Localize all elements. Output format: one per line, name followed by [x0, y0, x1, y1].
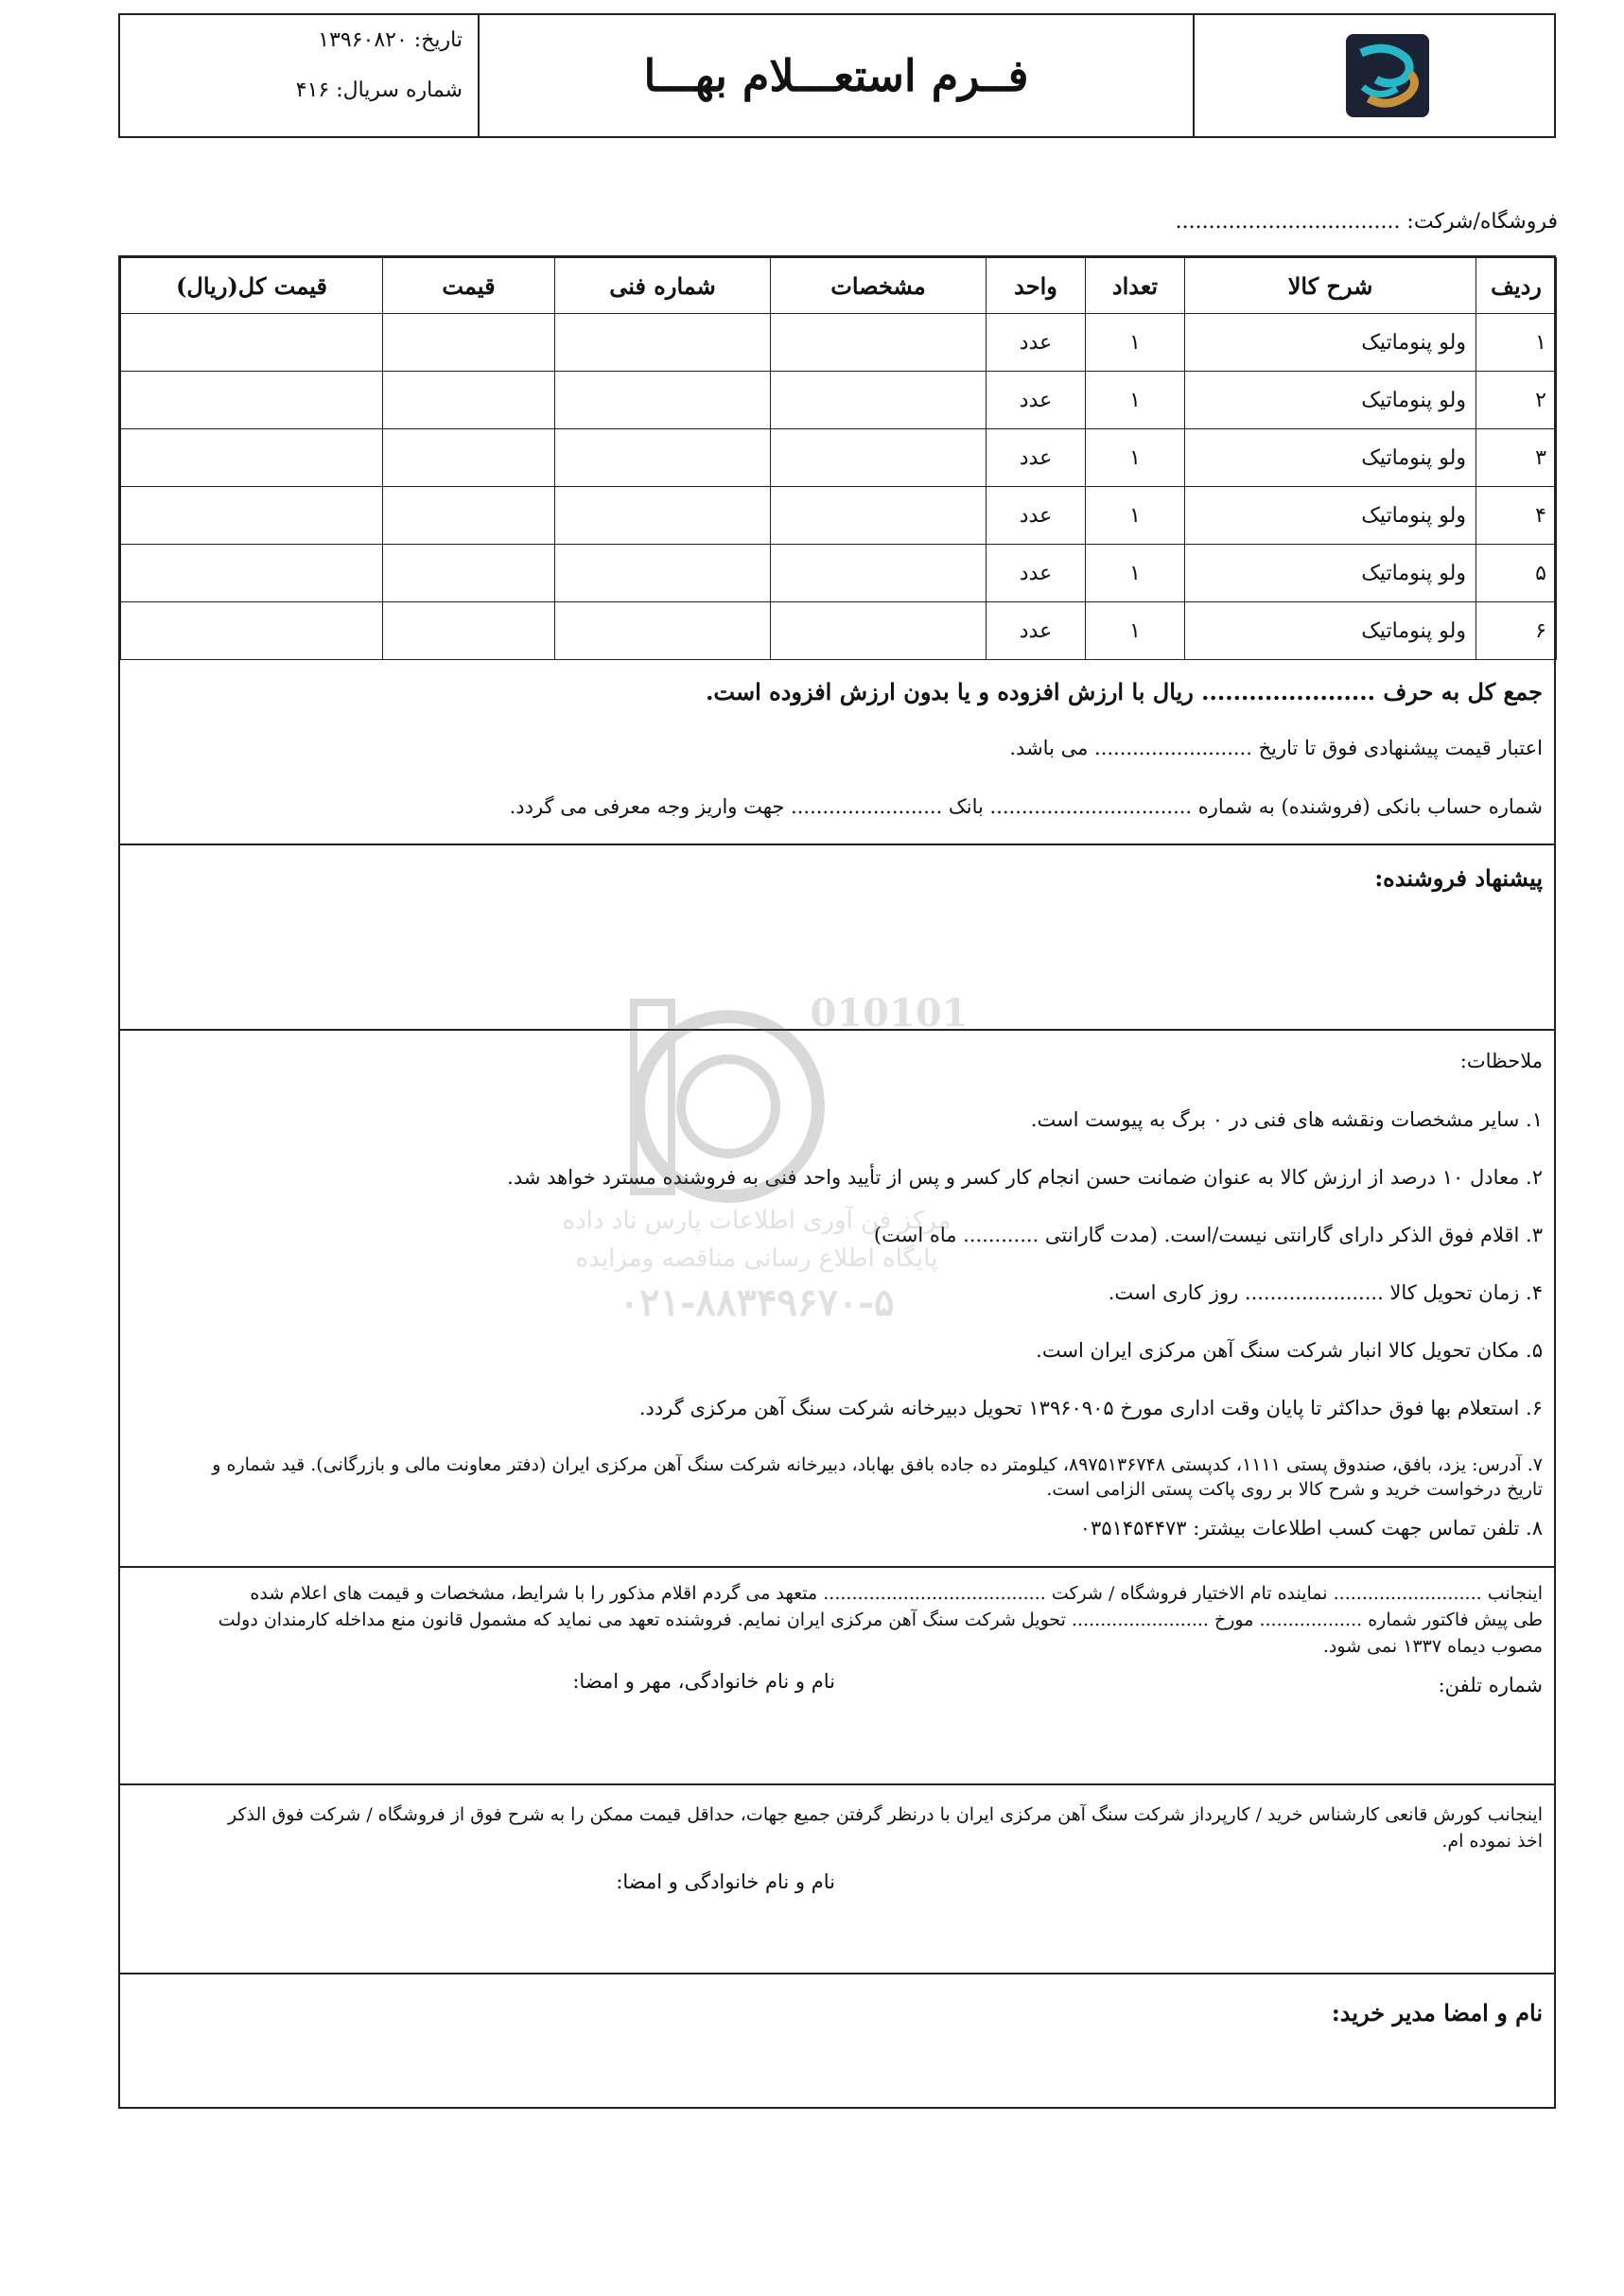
date-label: تاریخ: ۱۳۹۶۰۸۲۰ [318, 28, 463, 52]
table-row [121, 487, 1557, 545]
declaration-line: اینجانب .......................... نماینده تام الاختیار فروشگاه / شرکت ....................................... متعهد می گردم اقلام مذکور را با شرایط، مشخصات و قیمت های اعلام شده [250, 1583, 1543, 1604]
col-header-specs: مشخصات [771, 258, 987, 314]
seller-offer-section [120, 844, 1554, 1029]
row-price-cell [383, 602, 555, 660]
form-title: فــرم استعـــلام بهـــا [480, 15, 1195, 136]
header-meta [120, 15, 480, 136]
manager-section [120, 1973, 1554, 2107]
row-quantity: ۱ [1086, 487, 1185, 545]
row-price-cell [383, 487, 555, 545]
row-number: ۲ [1476, 372, 1557, 429]
watermark-digits: 010101 [810, 991, 969, 1035]
col-header-unit: واحد [987, 258, 1086, 314]
row-unit: عدد [987, 429, 1086, 487]
row-number: ۱ [1476, 314, 1557, 372]
row-specs-cell [771, 372, 987, 429]
table-row [121, 545, 1557, 602]
row-specs-cell [771, 487, 987, 545]
watermark-line: پایگاه اطلاع رسانی مناقصه ومزایده [575, 1244, 938, 1273]
row-unit: عدد [987, 545, 1086, 602]
col-header-total-price: قیمت کل(ریال) [121, 258, 383, 314]
form-header [118, 13, 1556, 138]
totals-section [120, 659, 1554, 844]
row-number: ۵ [1476, 545, 1557, 602]
note-item: ۴. زمان تحویل کالا ...................... روز کاری است. [1108, 1281, 1543, 1304]
row-total-cell [121, 487, 383, 545]
row-price-cell [383, 372, 555, 429]
row-specs-cell [771, 429, 987, 487]
row-number: ۶ [1476, 602, 1557, 660]
expert-line: اینجانب کورش قانعی کارشناس خرید / کارپرداز شرکت سنگ آهن مرکزی ایران با درنظر گرفتن جمیع جهات، حداقل قیمت ممکن را به شرح فوق از فروشگاه / شرکت فوق الذکر [227, 1804, 1543, 1825]
row-specs-cell [771, 602, 987, 660]
note-item: ۳. اقلام فوق الذکر دارای گارانتی نیست/است. (مدت گارانتی ............ ماه است) [873, 1224, 1543, 1246]
note-item: ۸. تلفن تماس جهت کسب اطلاعات بیشتر: ۰۳۵۱۴۵۴۴۷۳ [1079, 1517, 1543, 1539]
seller-declaration-section [120, 1566, 1554, 1783]
declaration-line: طی پیش فاکتور شماره .................. مورخ ........................ تحویل شرکت سنگ آهن مرکزی ایران نمایم. فروشنده تعهد می نماید که مشمول قانون منع مداخله کارمندان دولت [218, 1609, 1543, 1630]
col-header-description: شرح کالا [1185, 258, 1476, 314]
table-header-row [121, 258, 1557, 314]
col-header-row-num: ردیف [1476, 258, 1557, 314]
row-description: ولو پنوماتیک [1185, 602, 1476, 660]
row-unit: عدد [987, 487, 1086, 545]
expert-line: اخذ نموده ام. [1441, 1831, 1543, 1852]
note-item: ۵. مکان تحویل کالا انبار شرکت سنگ آهن مرکزی ایران است. [1036, 1339, 1543, 1362]
header-logo-cell [1195, 15, 1554, 136]
note-item: ۷. آدرس: یزد، بافق، صندوق پستی ۱۱۱۱، کدپستی ۸۹۷۵۱۳۶۷۴۸، کیلومتر ده جاده بافق بهاباد، دبیرخانه شرکت سنگ آهن مرکزی ایران (دفتر معاونت مالی و بازرگانی). قید شماره و [212, 1454, 1543, 1475]
seller-offer-title: پیشنهاد فروشنده: [1374, 864, 1543, 892]
declaration-line: مصوب دیماه ۱۳۳۷ نمی شود. [1322, 1636, 1543, 1657]
row-part-number-cell [555, 602, 771, 660]
col-header-price: قیمت [383, 258, 555, 314]
items-table [120, 257, 1557, 660]
form-body [118, 255, 1556, 2109]
row-price-cell [383, 545, 555, 602]
row-total-cell [121, 314, 383, 372]
row-part-number-cell [555, 372, 771, 429]
note-item: ۶. استعلام بها فوق حداکثر تا پایان وقت اداری مورخ ۱۳۹۶۰۹۰۵ تحویل دبیرخانه شرکت سنگ آهن مرکزی گردد. [638, 1397, 1543, 1419]
row-quantity: ۱ [1086, 314, 1185, 372]
row-specs-cell [771, 545, 987, 602]
sum-in-words: جمع کل به حرف ...................... ریال با ارزش افزوده و یا بدون ارزش افزوده است. [706, 678, 1543, 705]
row-number: ۴ [1476, 487, 1557, 545]
row-description: ولو پنوماتیک [1185, 372, 1476, 429]
manager-signature-label: نام و امضا مدیر خرید: [1331, 1999, 1543, 2026]
note-item: ۱. سایر مشخصات ونقشه های فنی در ۰ برگ به پیوست است. [1030, 1108, 1543, 1131]
shop-company-field: فروشگاه/شرکت: .................................. [1175, 210, 1558, 234]
row-price-cell [383, 314, 555, 372]
row-description: ولو پنوماتیک [1185, 545, 1476, 602]
watermark-line: مرکز فن آوری اطلاعات پارس ناد داده [562, 1207, 952, 1235]
row-total-cell [121, 372, 383, 429]
col-header-part-number: شماره فنی [555, 258, 771, 314]
row-specs-cell [771, 314, 987, 372]
row-quantity: ۱ [1086, 429, 1185, 487]
row-unit: عدد [987, 372, 1086, 429]
row-number: ۳ [1476, 429, 1557, 487]
phone-label: شماره تلفن: [1438, 1674, 1543, 1696]
expert-signature-label: نام و نام خانوادگی و امضا: [616, 1870, 835, 1893]
price-validity: اعتبار قیمت پیشنهادی فوق تا تاریخ ......................... می باشد. [1009, 737, 1543, 759]
row-quantity: ۱ [1086, 372, 1185, 429]
watermark-phone: ۰۲۱-۸۸۳۴۹۶۷۰-۵ [619, 1280, 895, 1325]
table-row [121, 429, 1557, 487]
row-part-number-cell [555, 429, 771, 487]
seller-signature-label: نام و نام خانوادگی، مهر و امضا: [572, 1670, 835, 1693]
row-total-cell [121, 429, 383, 487]
row-total-cell [121, 545, 383, 602]
note-item: ۲. معادل ۱۰ درصد از ارزش کالا به عنوان ضمانت حسن انجام کار کسر و پس از تأیید واحد فنی به فروشنده مسترد خواهد شد. [507, 1166, 1543, 1189]
table-row [121, 314, 1557, 372]
serial-label: شماره سریال: ۴۱۶ [295, 78, 463, 102]
col-header-quantity: تعداد [1086, 258, 1185, 314]
table-row [121, 602, 1557, 660]
notes-title: ملاحظات: [1459, 1050, 1543, 1072]
row-total-cell [121, 602, 383, 660]
row-unit: عدد [987, 314, 1086, 372]
table-row [121, 372, 1557, 429]
row-quantity: ۱ [1086, 545, 1185, 602]
company-logo-icon [1344, 32, 1431, 119]
row-description: ولو پنوماتیک [1185, 314, 1476, 372]
row-description: ولو پنوماتیک [1185, 487, 1476, 545]
row-part-number-cell [555, 314, 771, 372]
row-description: ولو پنوماتیک [1185, 429, 1476, 487]
row-quantity: ۱ [1086, 602, 1185, 660]
note-item: تاریخ درخواست خرید و شرح کالا بر روی پاکت پستی الزامی است. [1046, 1479, 1543, 1500]
row-part-number-cell [555, 487, 771, 545]
purchase-expert-section [120, 1783, 1554, 1973]
row-part-number-cell [555, 545, 771, 602]
notes-section [120, 1029, 1554, 1566]
row-unit: عدد [987, 602, 1086, 660]
bank-account: شماره حساب بانکی (فروشنده) به شماره ................................ بانک ........................ جهت واریز وجه معرفی می گردد. [509, 795, 1543, 818]
row-price-cell [383, 429, 555, 487]
